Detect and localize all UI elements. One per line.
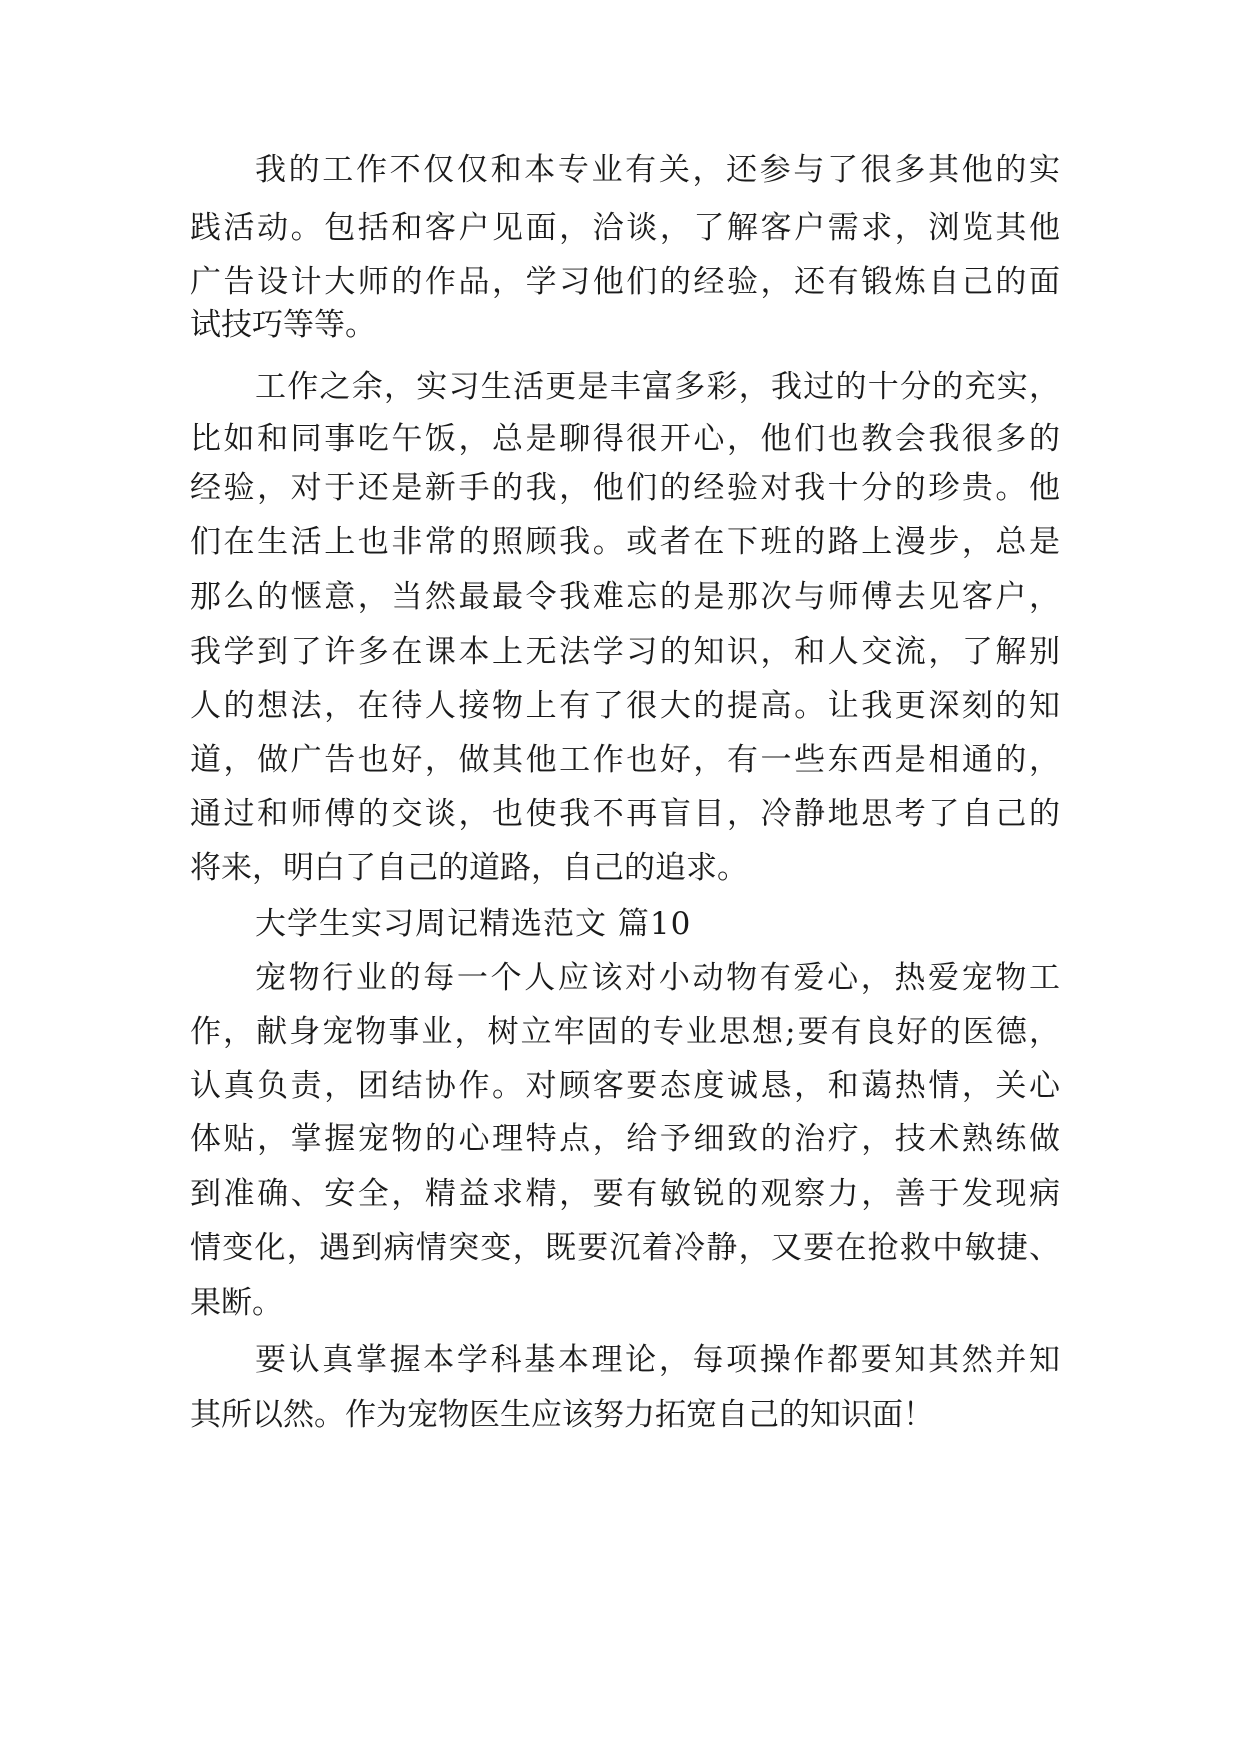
section-heading: 大学生实习周记精选范文 篇10: [255, 906, 692, 942]
paragraph-3-line-3: 认真负责，团结协作。对顾客要态度诚恳，和蔼热情，关心: [190, 1068, 1060, 1104]
paragraph-1-line-3: 广告设计大师的作品，学习他们的经验，还有锻炼自己的面: [190, 264, 1060, 300]
paragraph-2-line-10: 将来，明白了自己的道路，自己的追求。: [190, 850, 748, 886]
paragraph-2-line-1: 工作之余，实习生活更是丰富多彩，我过的十分的充实，: [255, 369, 1060, 405]
paragraph-3-line-2: 作，献身宠物事业，树立牢固的专业思想;要有良好的医德，: [190, 1014, 1060, 1050]
paragraph-2-line-5: 那么的惬意，当然最最令我难忘的是那次与师傅去见客户，: [190, 579, 1060, 615]
paragraph-2-line-3: 经验，对于还是新手的我，他们的经验对我十分的珍贵。他: [190, 470, 1060, 506]
paragraph-3-line-7: 果断。: [190, 1285, 283, 1321]
paragraph-3-line-5: 到准确、安全，精益求精，要有敏锐的观察力，善于发现病: [190, 1176, 1060, 1212]
paragraph-2-line-7: 人的想法，在待人接物上有了很大的提高。让我更深刻的知: [190, 688, 1060, 724]
paragraph-3-line-6: 情变化，遇到病情突变，既要沉着冷静，又要在抢救中敏捷、: [190, 1230, 1060, 1266]
paragraph-2-line-6: 我学到了许多在课本上无法学习的知识，和人交流，了解别: [190, 634, 1060, 670]
paragraph-3-line-4: 体贴，掌握宠物的心理特点，给予细致的治疗，技术熟练做: [190, 1121, 1060, 1157]
paragraph-4-line-2: 其所以然。作为宠物医生应该努力拓宽自己的知识面！: [190, 1397, 934, 1433]
paragraph-1-line-2: 践活动。包括和客户见面，洽谈，了解客户需求，浏览其他: [190, 210, 1060, 246]
paragraph-4-line-1: 要认真掌握本学科基本理论，每项操作都要知其然并知: [255, 1342, 1060, 1378]
paragraph-1-line-4: 试技巧等等。: [190, 307, 376, 343]
paragraph-1-line-1: 我的工作不仅仅和本专业有关，还参与了很多其他的实: [255, 152, 1060, 188]
paragraph-2-line-2: 比如和同事吃午饭，总是聊得很开心，他们也教会我很多的: [190, 421, 1060, 457]
paragraph-2-line-4: 们在生活上也非常的照顾我。或者在下班的路上漫步，总是: [190, 524, 1060, 560]
paragraph-3-line-1: 宠物行业的每一个人应该对小动物有爱心，热爱宠物工: [255, 960, 1060, 996]
paragraph-2-line-8: 道，做广告也好，做其他工作也好，有一些东西是相通的，: [190, 742, 1060, 778]
paragraph-2-line-9: 通过和师傅的交谈，也使我不再盲目，冷静地思考了自己的: [190, 796, 1060, 832]
